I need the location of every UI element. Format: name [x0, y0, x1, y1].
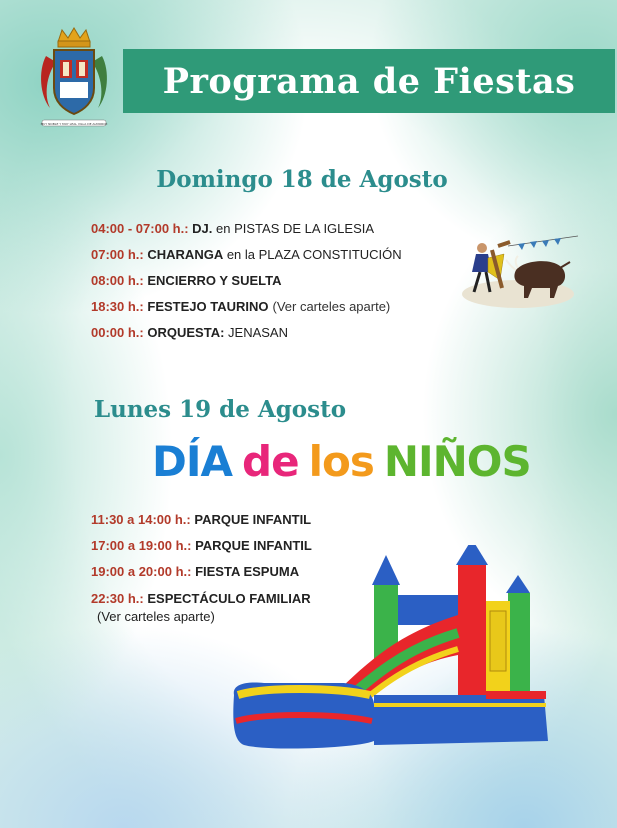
kids-title-word: DÍA: [152, 436, 232, 486]
schedule-note: (Ver carteles aparte): [272, 299, 391, 314]
schedule-event: ESPECTÁCULO FAMILIAR: [147, 591, 311, 606]
schedule-event: PARQUE INFANTIL: [195, 538, 312, 553]
schedule-location: en PISTAS DE LA IGLESIA: [212, 221, 375, 236]
schedule-item: [91, 216, 402, 242]
coat-of-arms-icon: [38, 26, 110, 134]
schedule-time: 04:00 - 07:00 h.:: [91, 221, 189, 236]
schedule-time: 19:00 a 20:00 h.:: [91, 564, 192, 579]
schedule-item: [91, 320, 402, 346]
schedule-time: 08:00 h.:: [91, 273, 144, 288]
schedule-event: CHARANGA: [147, 247, 224, 262]
bouncy-castle-illustration: [224, 545, 554, 760]
schedule-event: ENCIERRO Y SUELTA: [147, 273, 282, 288]
schedule-note: (Ver carteles aparte): [97, 609, 215, 624]
day1-schedule: [91, 216, 402, 346]
schedule-time: 00:00 h.:: [91, 325, 144, 340]
kids-day-title: [152, 433, 531, 489]
schedule-event: FESTEJO TAURINO: [147, 299, 269, 314]
schedule-item: [91, 507, 312, 533]
schedule-time: 18:30 h.:: [91, 299, 144, 314]
bullfighter-illustration: [458, 232, 578, 312]
day1-heading: Domingo 18 de Agosto: [156, 166, 448, 193]
schedule-event: PARQUE INFANTIL: [194, 512, 312, 527]
schedule-time: 07:00 h.:: [91, 247, 144, 262]
kids-title-word: NIÑOS: [383, 436, 531, 486]
schedule-event: ORQUESTA:: [147, 325, 225, 340]
schedule-event: FIESTA ESPUMA: [195, 564, 300, 579]
schedule-location: JENASAN: [224, 325, 288, 340]
page-title: Programa de Fiestas: [162, 60, 576, 102]
schedule-location: en la PLAZA CONSTITUCIÓN: [223, 247, 402, 262]
crest-motto: MUY NOBLE Y MUY LEAL VILLA DE ALMOROX: [40, 122, 108, 126]
schedule-item: [91, 294, 402, 320]
kids-title-word: los: [308, 436, 374, 486]
schedule-time: 11:30 a 14:00 h.:: [91, 512, 191, 527]
kids-title-word: de: [242, 436, 299, 486]
schedule-item: [91, 242, 402, 268]
schedule-time: 17:00 a 19:00 h.:: [91, 538, 192, 553]
day2-heading: Lunes 19 de Agosto: [93, 396, 347, 423]
schedule-time: 22:30 h.:: [91, 591, 144, 606]
schedule-item: [91, 268, 402, 294]
schedule-event: DJ.: [192, 221, 213, 236]
title-banner: [123, 49, 615, 113]
